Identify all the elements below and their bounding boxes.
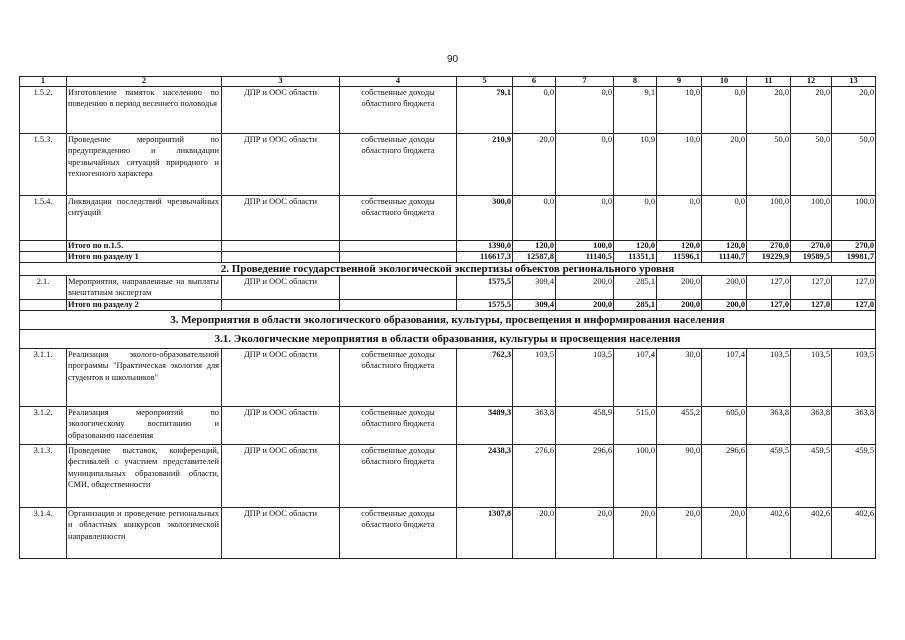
row-value-col13: 20,0 (832, 86, 876, 133)
total-row (20, 251, 876, 262)
total-row-value-col7: 11140,5 (556, 251, 614, 262)
row-name: Ликвидация последствий чрезвычайных ситуаций (67, 195, 222, 240)
row-executor: ДПР и ООС области (222, 195, 340, 240)
table-row (20, 133, 876, 195)
row-name: Изготовление памяток населению по поведению в период весеннего половодья (67, 86, 222, 133)
total-row-label: Итого по разделу 1 (67, 251, 222, 262)
row-name: Организация и проведение региональных и областных конкурсов экологической направленности (67, 507, 222, 558)
row-value-col6: 20,0 (513, 133, 556, 195)
total-row-value-col8: 120,0 (614, 240, 657, 251)
total-row-total: 116617,3 (457, 251, 513, 262)
row-value-col10: 605,0 (702, 406, 747, 444)
row-value-col11: 127,0 (747, 275, 791, 299)
column-header-2: 2 (67, 77, 222, 87)
row-executor: ДПР и ООС области (222, 133, 340, 195)
total-row-value-col10: 200,0 (702, 299, 747, 310)
row-total: 79,1 (457, 86, 513, 133)
row-value-col13: 363,8 (832, 406, 876, 444)
total-row-label: Итого по разделу 2 (67, 299, 222, 310)
row-value-col8: 0,0 (614, 195, 657, 240)
total-row (20, 240, 876, 251)
total-row-value-col7: 100,0 (556, 240, 614, 251)
row-value-col11: 100,0 (747, 195, 791, 240)
row-value-col9: 30,0 (657, 348, 702, 406)
row-name: Реализация эколого-образовательной программы "Практическая экология для студентов и школьников" (67, 348, 222, 406)
row-value-col8: 285,1 (614, 275, 657, 299)
column-header-9: 9 (657, 77, 702, 87)
column-header-13: 13 (832, 77, 876, 87)
total-row-value-col13: 127,0 (832, 299, 876, 310)
total-row-value-col10: 120,0 (702, 240, 747, 251)
row-value-col9: 10,0 (657, 86, 702, 133)
total-row-value-col13: 19981,7 (832, 251, 876, 262)
row-code: 1.5.3. (20, 133, 67, 195)
total-row-empty (20, 240, 67, 251)
table-row (20, 86, 876, 133)
row-funding-source: собственные доходы областного бюджета (340, 195, 457, 240)
row-value-col11: 402,6 (747, 507, 791, 558)
row-value-col12: 100,0 (791, 195, 832, 240)
column-number-header (20, 77, 876, 87)
row-code: 3.1.4. (20, 507, 67, 558)
row-name: Реализация мероприятий по экологическому воспитанию и образованию населения (67, 406, 222, 444)
column-header-11: 11 (747, 77, 791, 87)
row-code: 3.1.2. (20, 406, 67, 444)
row-total: 300,0 (457, 195, 513, 240)
row-total: 762,3 (457, 348, 513, 406)
row-value-col11: 50,0 (747, 133, 791, 195)
row-funding-source: собственные доходы областного бюджета (340, 444, 457, 507)
row-value-col6: 276,6 (513, 444, 556, 507)
row-value-col8: 20,0 (614, 507, 657, 558)
row-value-col8: 10,9 (614, 133, 657, 195)
row-funding-source: собственные доходы областного бюджета (340, 86, 457, 133)
table-row (20, 406, 876, 444)
row-value-col12: 127,0 (791, 275, 832, 299)
row-value-col11: 363,8 (747, 406, 791, 444)
table-row (20, 275, 876, 299)
column-header-10: 10 (702, 77, 747, 87)
total-row-empty (20, 299, 67, 310)
row-name: Проведение мероприятий по предупреждению и ликвидации чрезвычайных ситуаций природного и техногенного характера (67, 133, 222, 195)
row-value-col7: 458,9 (556, 406, 614, 444)
total-row-total: 1390,0 (457, 240, 513, 251)
row-executor: ДПР и ООС области (222, 275, 340, 299)
row-value-col7: 103,5 (556, 348, 614, 406)
total-row-value-col11: 127,0 (747, 299, 791, 310)
total-row-empty (340, 251, 457, 262)
row-total: 3489,3 (457, 406, 513, 444)
total-row-total: 1575,5 (457, 299, 513, 310)
total-row-empty (340, 299, 457, 310)
column-header-3: 3 (222, 77, 340, 87)
row-executor: ДПР и ООС области (222, 406, 340, 444)
row-value-col6: 0,0 (513, 86, 556, 133)
row-value-col8: 100,0 (614, 444, 657, 507)
column-header-4: 4 (340, 77, 457, 87)
total-row-value-col9: 11596,1 (657, 251, 702, 262)
total-row-value-col6: 12587,8 (513, 251, 556, 262)
table-row (20, 507, 876, 558)
table-row (20, 195, 876, 240)
section-row (20, 310, 876, 329)
row-value-col13: 103,5 (832, 348, 876, 406)
total-row-value-col9: 120,0 (657, 240, 702, 251)
row-executor: ДПР и ООС области (222, 507, 340, 558)
row-code: 3.1.1. (20, 348, 67, 406)
total-row-value-col11: 19229,9 (747, 251, 791, 262)
row-value-col7: 200,0 (556, 275, 614, 299)
section-row (20, 262, 876, 275)
row-value-col8: 107,4 (614, 348, 657, 406)
total-row-empty (20, 251, 67, 262)
row-funding-source (340, 275, 457, 299)
row-value-col13: 402,6 (832, 507, 876, 558)
row-value-col9: 20,0 (657, 507, 702, 558)
row-value-col11: 20,0 (747, 86, 791, 133)
column-header-6: 6 (513, 77, 556, 87)
row-value-col6: 363,8 (513, 406, 556, 444)
total-row-empty (340, 240, 457, 251)
row-executor: ДПР и ООС области (222, 348, 340, 406)
row-value-col10: 0,0 (702, 86, 747, 133)
row-value-col10: 296,6 (702, 444, 747, 507)
row-value-col11: 103,5 (747, 348, 791, 406)
row-total: 2438,3 (457, 444, 513, 507)
total-row-value-col6: 309,4 (513, 299, 556, 310)
total-row-value-col11: 270,0 (747, 240, 791, 251)
row-value-col11: 459,5 (747, 444, 791, 507)
row-code: 1.5.4. (20, 195, 67, 240)
row-value-col7: 0,0 (556, 86, 614, 133)
total-row-value-col12: 270,0 (791, 240, 832, 251)
row-executor: ДПР и ООС области (222, 86, 340, 133)
row-value-col7: 0,0 (556, 133, 614, 195)
total-row-value-col9: 200,0 (657, 299, 702, 310)
row-value-col12: 459,5 (791, 444, 832, 507)
column-header-5: 5 (457, 77, 513, 87)
row-value-col8: 515,0 (614, 406, 657, 444)
row-value-col13: 100,0 (832, 195, 876, 240)
total-row-empty (222, 240, 340, 251)
row-value-col10: 200,0 (702, 275, 747, 299)
table-row (20, 444, 876, 507)
row-value-col10: 20,0 (702, 133, 747, 195)
row-code: 3.1.3. (20, 444, 67, 507)
row-value-col12: 103,5 (791, 348, 832, 406)
row-value-col6: 20,0 (513, 507, 556, 558)
total-row-value-col8: 285,1 (614, 299, 657, 310)
page-number: 90 (446, 54, 459, 65)
section-2-title: 2. Проведение государственной экологической экспертизы объектов регионального уровня (20, 262, 876, 275)
row-value-col7: 0,0 (556, 195, 614, 240)
row-value-col13: 127,0 (832, 275, 876, 299)
row-value-col10: 0,0 (702, 195, 747, 240)
row-total: 1307,8 (457, 507, 513, 558)
column-header-12: 12 (791, 77, 832, 87)
row-value-col12: 20,0 (791, 86, 832, 133)
row-value-col13: 459,5 (832, 444, 876, 507)
row-funding-source: собственные доходы областного бюджета (340, 406, 457, 444)
budget-table (19, 76, 876, 559)
row-funding-source: собственные доходы областного бюджета (340, 348, 457, 406)
row-executor: ДПР и ООС области (222, 444, 340, 507)
row-value-col9: 90,0 (657, 444, 702, 507)
row-code: 1.5.2. (20, 86, 67, 133)
row-value-col8: 9,1 (614, 86, 657, 133)
row-value-col10: 20,0 (702, 507, 747, 558)
total-row-value-col12: 19589,5 (791, 251, 832, 262)
total-row-empty (222, 251, 340, 262)
section-3-1-title: 3.1. Экологические мероприятия в области образования, культуры и просвещения населения (20, 329, 876, 348)
row-value-col12: 402,6 (791, 507, 832, 558)
section-row (20, 329, 876, 348)
row-value-col6: 0,0 (513, 195, 556, 240)
row-value-col12: 50,0 (791, 133, 832, 195)
row-funding-source: собственные доходы областного бюджета (340, 133, 457, 195)
row-name: Мероприятия, направленные на выплаты внештатным экспертам (67, 275, 222, 299)
row-total: 1575,5 (457, 275, 513, 299)
column-header-7: 7 (556, 77, 614, 87)
section-3-title: 3. Мероприятия в области экологического образования, культуры, просвещения и информирования населения (20, 310, 876, 329)
row-value-col9: 200,0 (657, 275, 702, 299)
row-value-col9: 10,0 (657, 133, 702, 195)
row-funding-source: собственные доходы областного бюджета (340, 507, 457, 558)
total-row-value-col6: 120,0 (513, 240, 556, 251)
row-name: Проведение выставок, конференций, фестивалей с участием представителей муниципальных образований области, СМИ, общественности (67, 444, 222, 507)
total-row-label: Итого по п.1.5. (67, 240, 222, 251)
table-row (20, 348, 876, 406)
row-value-col9: 455,2 (657, 406, 702, 444)
row-value-col7: 296,6 (556, 444, 614, 507)
row-code: 2.1. (20, 275, 67, 299)
column-header-1: 1 (20, 77, 67, 87)
row-value-col7: 20,0 (556, 507, 614, 558)
row-value-col10: 107,4 (702, 348, 747, 406)
row-value-col6: 309,4 (513, 275, 556, 299)
total-row-value-col12: 127,0 (791, 299, 832, 310)
row-value-col12: 363,8 (791, 406, 832, 444)
column-header-8: 8 (614, 77, 657, 87)
total-row-value-col8: 11351,1 (614, 251, 657, 262)
row-total: 210,9 (457, 133, 513, 195)
row-value-col13: 50,0 (832, 133, 876, 195)
row-value-col9: 0,0 (657, 195, 702, 240)
total-row-value-col10: 11140,7 (702, 251, 747, 262)
total-row-value-col7: 200,0 (556, 299, 614, 310)
total-row-empty (222, 299, 340, 310)
total-row (20, 299, 876, 310)
row-value-col6: 103,5 (513, 348, 556, 406)
total-row-value-col13: 270,0 (832, 240, 876, 251)
